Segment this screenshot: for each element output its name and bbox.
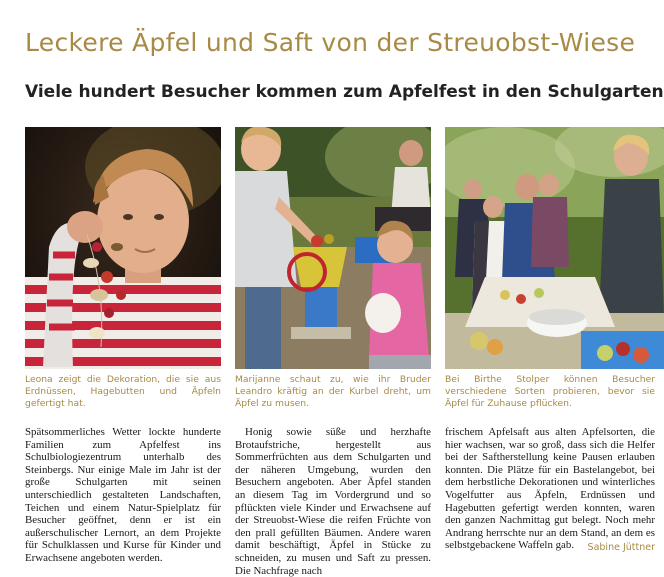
author-byline: Sabine Jüttner xyxy=(587,542,655,553)
caption-photo-1: Leona zeigt die Dekoration, die sie aus Erdnüssen, Hagebutten und Äpfeln gefertigt hat. xyxy=(25,374,221,409)
photo-leandro-marijanne xyxy=(235,127,431,369)
caption-photo-3: Bei Birthe Stolper können Besucher verschiedene Sorten probieren, bevor sie Äpfel für Zuhause pflücken. xyxy=(445,374,655,409)
article-column-1: Spätsommerliches Wetter lockte hunderte Familien zum Apfelfest ins Schulbiologiezentrum unterhalb des Steinbergs. Nur einige Male im Jahr ist der große Schulgarten mit seinen unterschiedlich gestalteten Landschaften, Teichen und einem Natur-Spielplatz für Besucher geöffnet, denn er ist ein außerschulischer Lernort, an dem Projekte für Schulklassen und Kurse für Kinder und Erwachsene angeboten werden. xyxy=(25,426,221,564)
article-subheadline: Viele hundert Besucher kommen zum Apfelfest in den Schulgarten xyxy=(25,82,664,102)
photo-apple-tasting xyxy=(445,127,664,369)
photo-leona xyxy=(25,127,221,369)
article-column-2: Honig sowie süße und herzhafte Brotaufstriche, hergestellt aus Sommerfrüchten aus dem Schulgarten und der näheren Umgebung, wurden den Besuchern angeboten. Aber Äpfel standen an diesem Tag im Vordergrund und so pflückten viele Kinder und Erwachsene auf der Streuobst-Wiese die reifen Früchte von den prall gefüllten Bäumen. Andere waren damit beschäftigt, Äpfel in Stücke zu schneiden, zu musen und Saft zu pressen. Die Nachfrage nach xyxy=(235,426,431,577)
caption-photo-2: Marijanne schaut zu, wie ihr Bruder Leandro kräftig an der Kurbel dreht, um Äpfel zu musen. xyxy=(235,374,431,409)
article-column-3: frischem Apfelsaft aus alten Apfelsorten, die hier wachsen, war so groß, dass sich die Helfer bei der Saftherstellung keine Pausen erlauben konnten. Die Plätze für ein Bastelangebot, bei dem herbstliche Dekorationen und winterliches Vogelfutter aus Äpfeln, Erdnüssen und Hagebutten gefertigt werden konnten, waren den ganzen Nachmittag gut belegt. Noch mehr Andrang herrschte nur an dem Stand, an dem es selbstgebackene Waffeln gab. xyxy=(445,426,655,552)
article-headline: Leckere Äpfel und Saft von der Streuobst-Wiese xyxy=(25,28,636,57)
